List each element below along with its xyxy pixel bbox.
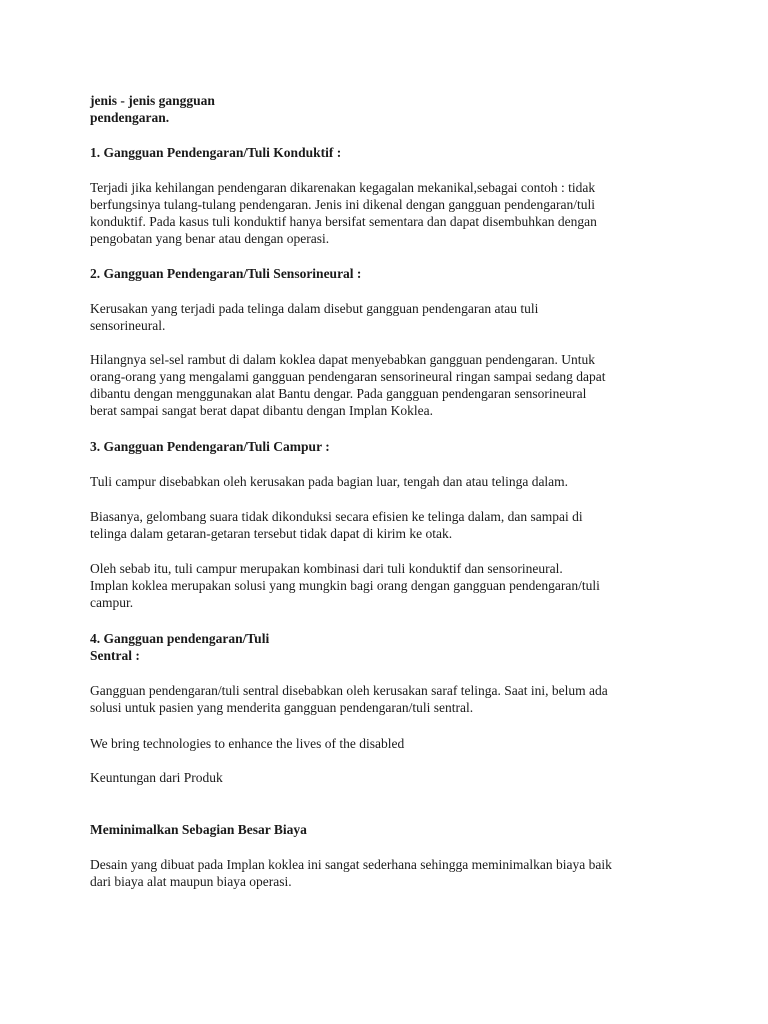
- section-5-paragraph: [90, 856, 690, 890]
- section-5-heading: Meminimalkan Sebagian Besar Biaya: [90, 822, 307, 837]
- section-3-paragraph-1: [90, 473, 690, 490]
- paragraph-line: telinga dalam getaran-getaran tersebut tidak dapat di kirim ke otak.: [90, 526, 453, 541]
- paragraph-line: Hilangnya sel-sel rambut di dalam koklea dapat menyebabkan gangguan pendengaran. Untuk: [90, 352, 595, 367]
- paragraph-line: Gangguan pendengaran/tuli sentral disebabkan oleh kerusakan saraf telinga. Saat ini, belum ada: [90, 683, 608, 698]
- section-1-heading: 1. Gangguan Pendengaran/Tuli Konduktif :: [90, 145, 342, 160]
- paragraph-line: sensorineural.: [90, 318, 166, 333]
- paragraph-line: Terjadi jika kehilangan pendengaran dikarenakan kegagalan mekanikal,sebagai contoh : tidak: [90, 180, 596, 195]
- tagline: We bring technologies to enhance the lives of the disabled: [90, 736, 405, 751]
- paragraph-line: berfungsinya tulang-tulang pendengaran. Jenis ini dikenal dengan gangguan pendengaran/tuli: [90, 197, 595, 212]
- section-4-paragraph: [90, 682, 690, 716]
- paragraph-line: Tuli campur disebabkan oleh kerusakan pada bagian luar, tengah dan atau telinga dalam.: [90, 474, 569, 489]
- paragraph-line: solusi untuk pasien yang menderita gangguan pendengaran/tuli sentral.: [90, 700, 474, 715]
- section-3-paragraph-3: [90, 560, 690, 611]
- title-line: jenis - jenis gangguan: [90, 93, 215, 108]
- keuntungan-label: Keuntungan dari Produk: [90, 770, 223, 785]
- paragraph-line: Biasanya, gelombang suara tidak dikonduksi secara efisien ke telinga dalam, dan sampai di: [90, 509, 583, 524]
- paragraph-line: Oleh sebab itu, tuli campur merupakan kombinasi dari tuli konduktif dan sensorineural.: [90, 561, 563, 576]
- section-2-paragraph-1: [90, 300, 690, 334]
- paragraph-line: konduktif. Pada kasus tuli konduktif hanya bersifat sementara dan dapat disembuhkan dengan: [90, 214, 597, 229]
- section-1-paragraph: [90, 179, 690, 247]
- section-2-paragraph-2: [90, 351, 690, 419]
- paragraph-line: dibantu dengan menggunakan alat Bantu dengar. Pada gangguan pendengaran sensorineural: [90, 386, 587, 401]
- paragraph-line: Implan koklea merupakan solusi yang mungkin bagi orang dengan gangguan pendengaran/tuli: [90, 578, 600, 593]
- paragraph-line: Desain yang dibuat pada Implan koklea ini sangat sederhana sehingga meminimalkan biaya baik: [90, 857, 612, 872]
- paragraph-line: Kerusakan yang terjadi pada telinga dalam disebut gangguan pendengaran atau tuli: [90, 301, 539, 316]
- title-line: pendengaran.: [90, 110, 170, 125]
- section-3-paragraph-2: [90, 508, 690, 542]
- section-4-heading: [90, 630, 690, 664]
- document-title: [90, 92, 690, 126]
- paragraph-line: orang-orang yang mengalami gangguan pendengaran sensorineural ringan sampai sedang dapat: [90, 369, 606, 384]
- paragraph-line: pengobatan yang benar atau dengan operasi.: [90, 231, 330, 246]
- section-3-heading: 3. Gangguan Pendengaran/Tuli Campur :: [90, 439, 330, 454]
- paragraph-line: campur.: [90, 595, 134, 610]
- heading-line: 4. Gangguan pendengaran/Tuli: [90, 631, 270, 646]
- section-2-heading: 2. Gangguan Pendengaran/Tuli Sensorineural :: [90, 266, 362, 281]
- paragraph-line: dari biaya alat maupun biaya operasi.: [90, 874, 292, 889]
- heading-line: Sentral :: [90, 648, 140, 663]
- paragraph-line: berat sampai sangat berat dapat dibantu dengan Implan Koklea.: [90, 403, 433, 418]
